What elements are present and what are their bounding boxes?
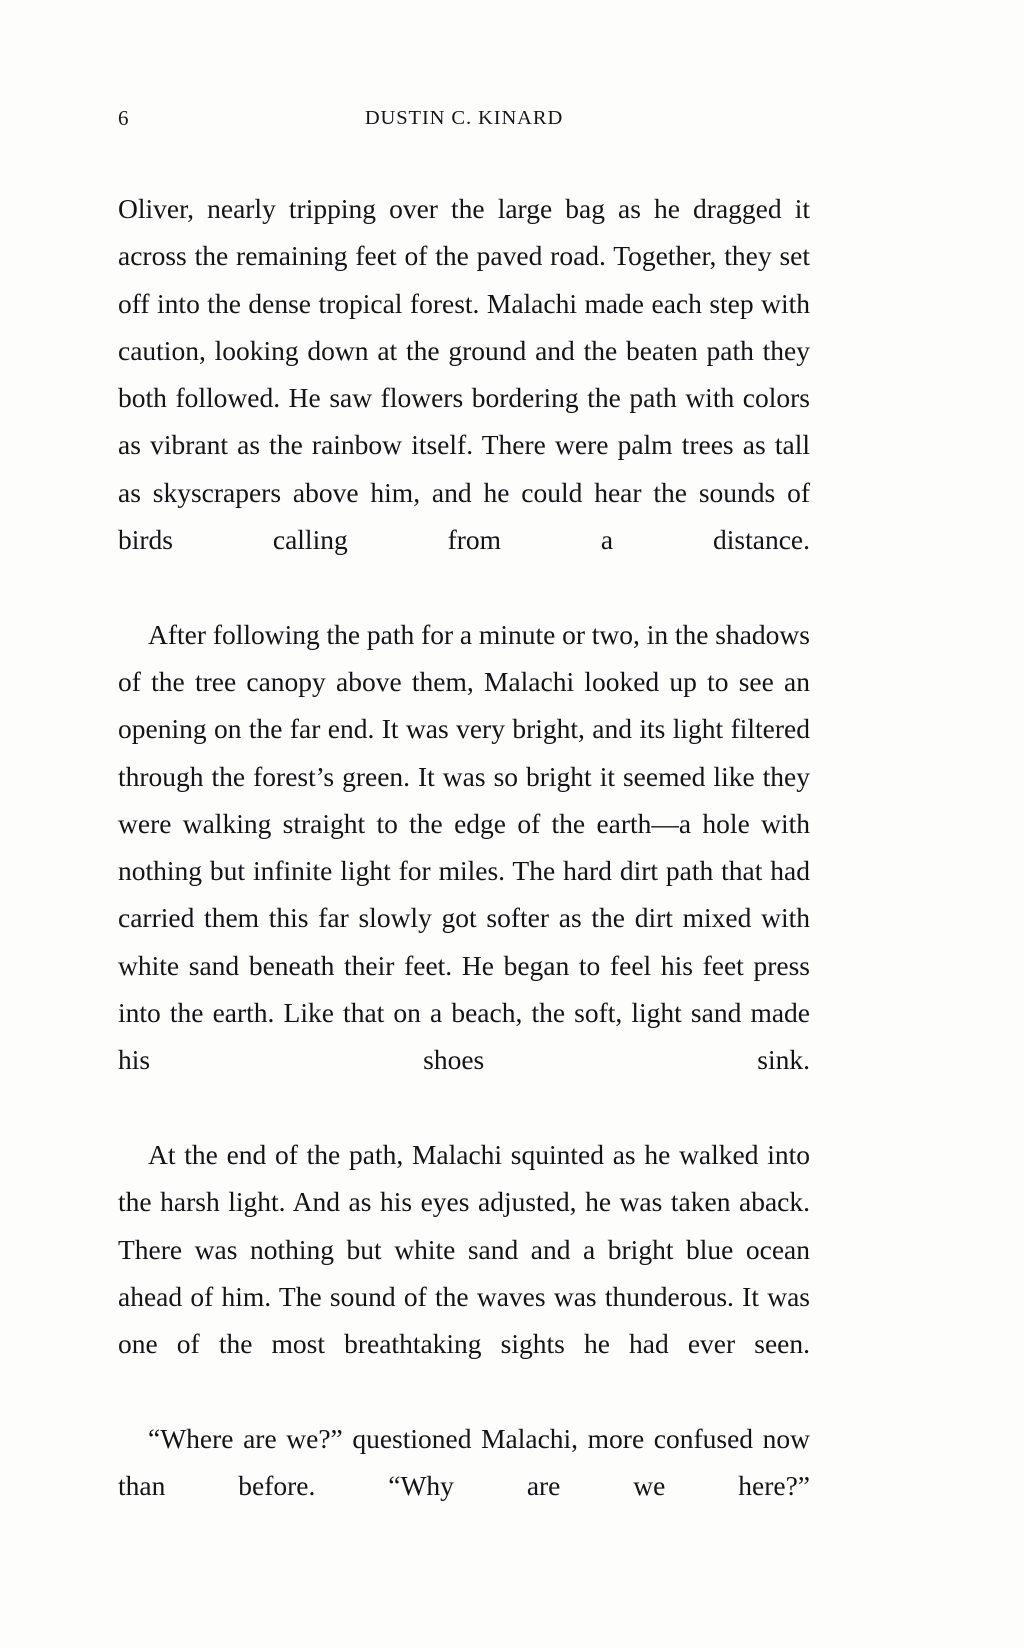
running-title-author: DUSTIN C. KINARD <box>364 107 564 129</box>
page-number: 6 <box>118 106 129 130</box>
running-head <box>118 103 810 133</box>
paragraph-3: At the end of the path, Malachi squinted as he walked into the harsh light. And as his eyes adjusted, he was taken aback. There was nothing but white sand and a bright blue ocean ahead of him. The sound of the waves was thunderous. It was one of the most breathtaking sights he had ever seen. <box>118 1138 810 1360</box>
body-text-block <box>118 185 810 1557</box>
paragraph-1: Oliver, nearly tripping over the large bag as he dragged it across the remaining feet of the paved road. Together, they set off into the dense tropical forest. Malachi made each step with caution, looking down at the ground and the beaten path they both followed. He saw flowers bordering the path with colors as vibrant as the rainbow itself. There were palm trees as tall as skyscrapers above him, and he could hear the sounds of birds calling from a distance. <box>118 193 810 556</box>
paragraph-4: “Where are we?” questioned Malachi, more confused now than before. “Why are we here?” <box>118 1422 810 1502</box>
paragraph-2: After following the path for a minute or two, in the shadows of the tree canopy above them, Malachi looked up to see an opening on the far end. It was very bright, and its light filtered through the forest’s green. It was so bright it seemed like they were walking straight to the edge of the earth—a hole with nothing but infinite light for miles. The hard dirt path that had carried them this far slowly got softer as the dirt mixed with white sand beneath their feet. He began to feel his feet press into the earth. Like that on a beach, the soft, light sand made his shoes sink. <box>118 618 810 1076</box>
